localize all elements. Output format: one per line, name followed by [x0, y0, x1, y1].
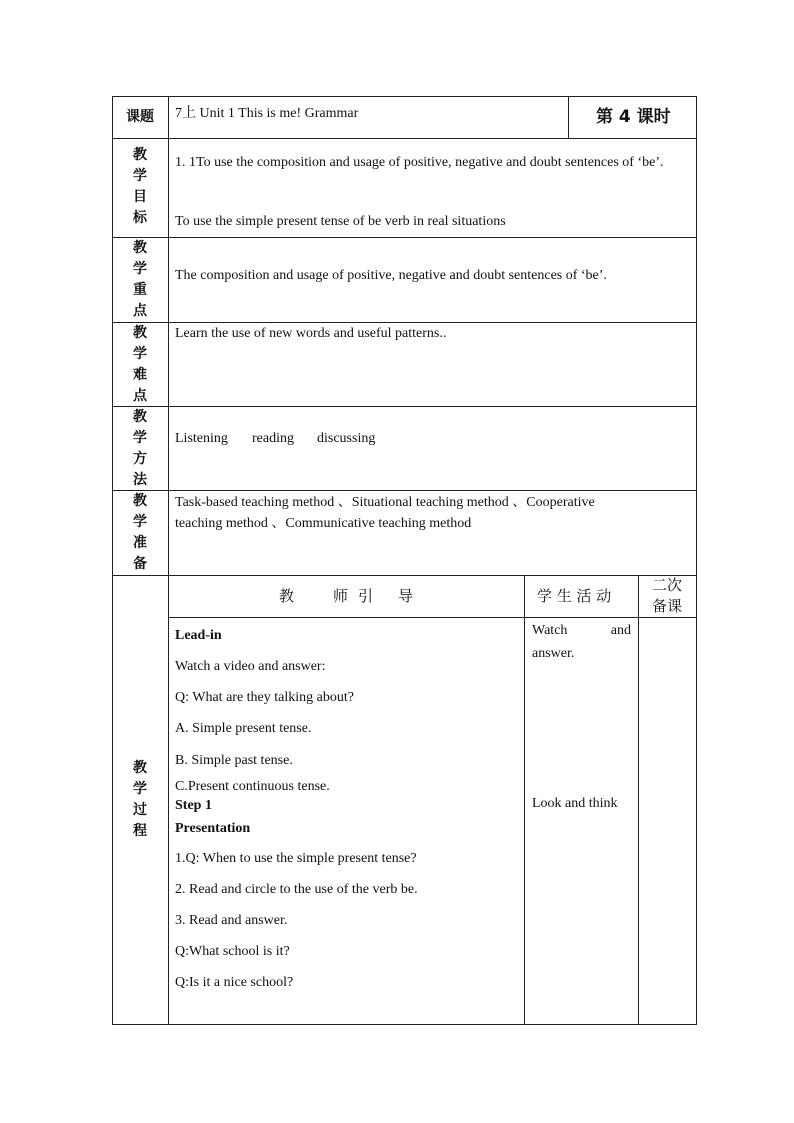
preparation-line-1: Task-based teaching method 、Situational teaching method 、Cooperative [175, 495, 595, 510]
table-border-bottom [112, 1024, 697, 1025]
teacher-line: 3. Read and answer. [175, 913, 288, 928]
label-char: 过 [133, 802, 147, 818]
methods-label [112, 407, 168, 491]
lesson-number: 第 4 课时 [596, 107, 671, 127]
label-char: 备 [133, 556, 147, 572]
difficulties-text: Learn the use of new words and useful patterns.. [175, 326, 447, 341]
label-char: 教 [133, 147, 147, 163]
teacher-line: Watch a video and answer: [175, 659, 326, 674]
topic-label: 课题 [126, 109, 154, 125]
key-points-label [112, 238, 168, 322]
label-char: 学 [133, 514, 147, 530]
label-char: 教 [133, 240, 147, 256]
label-char: 难 [133, 367, 147, 383]
teacher-line: Q:What school is it? [175, 944, 290, 959]
header-line: 备课 [651, 597, 682, 615]
header-line: 二次 [651, 576, 682, 594]
row-divider [112, 575, 697, 576]
objectives-label [112, 145, 168, 229]
presentation-heading: Presentation [175, 821, 251, 836]
label-char: 准 [133, 535, 147, 551]
student-activity-watch: Watch and answer. [532, 623, 631, 661]
label-char: 学 [133, 346, 147, 362]
column-divider [524, 575, 525, 1025]
student-activity-look: Look and think [532, 796, 618, 811]
label-char: 学 [133, 781, 147, 797]
label-char: 方 [133, 451, 147, 467]
secondary-prep-header [638, 575, 696, 617]
row-divider [168, 617, 697, 618]
label-char: 学 [133, 168, 147, 184]
lead-in-heading: Lead-in [175, 628, 222, 643]
teacher-line: Q: What are they talking about? [175, 690, 354, 705]
row-divider [112, 490, 697, 491]
teacher-guide-header-char: 引 [358, 587, 374, 605]
teacher-guide-header-char: 师 [333, 587, 349, 605]
table-border-top [112, 96, 697, 97]
difficulties-label [112, 323, 168, 407]
student-activity-header: 学 生 活 动 [537, 587, 612, 605]
label-char: 目 [133, 189, 147, 205]
method-item-listening: Listening [175, 431, 228, 446]
row-divider [112, 138, 697, 139]
column-divider [638, 575, 639, 1025]
row-divider [112, 237, 697, 238]
label-char: 学 [133, 430, 147, 446]
method-item-reading: reading [252, 431, 294, 446]
key-points-text: The composition and usage of positive, negative and doubt sentences of ‘be’. [175, 268, 607, 283]
label-char: 学 [133, 261, 147, 277]
label-char: 程 [133, 823, 147, 839]
objectives-line-2: To use the simple present tense of be verb in real situations [175, 214, 506, 229]
label-char: 重 [133, 282, 147, 298]
label-char: 法 [133, 472, 147, 488]
lesson-title: 7上 Unit 1 This is me! Grammar [175, 106, 359, 121]
teacher-line: Q:Is it a nice school? [175, 975, 294, 990]
teacher-line: C.Present continuous tense. [175, 779, 330, 794]
teacher-guide-header-char: 导 [398, 587, 414, 605]
teacher-line: B. Simple past tense. [175, 753, 293, 768]
column-divider [168, 96, 169, 1025]
label-char: 点 [133, 388, 147, 404]
objectives-line-1: 1. 1To use the composition and usage of positive, negative and doubt sentences of ‘be’. [175, 155, 664, 170]
column-divider [568, 96, 569, 138]
label-char: 教 [133, 493, 147, 509]
label-char: 教 [133, 325, 147, 341]
label-char: 标 [133, 210, 147, 226]
table-border-right [696, 96, 697, 1025]
teacher-line: 2. Read and circle to the use of the verb be. [175, 882, 418, 897]
teacher-line: 1.Q: When to use the simple present tense? [175, 851, 417, 866]
step-1-heading: Step 1 [175, 798, 212, 813]
teacher-guide-header-char: 教 [279, 587, 295, 605]
lesson-plan-table [112, 96, 697, 1025]
teacher-line: A. Simple present tense. [175, 721, 312, 736]
process-label [112, 758, 168, 842]
method-item-discussing: discussing [317, 431, 376, 446]
preparation-line-2: teaching method 、Communicative teaching method [175, 516, 472, 531]
label-char: 点 [133, 303, 147, 319]
label-char: 教 [133, 409, 147, 425]
preparation-label [112, 491, 168, 575]
label-char: 教 [133, 760, 147, 776]
row-divider [112, 406, 697, 407]
